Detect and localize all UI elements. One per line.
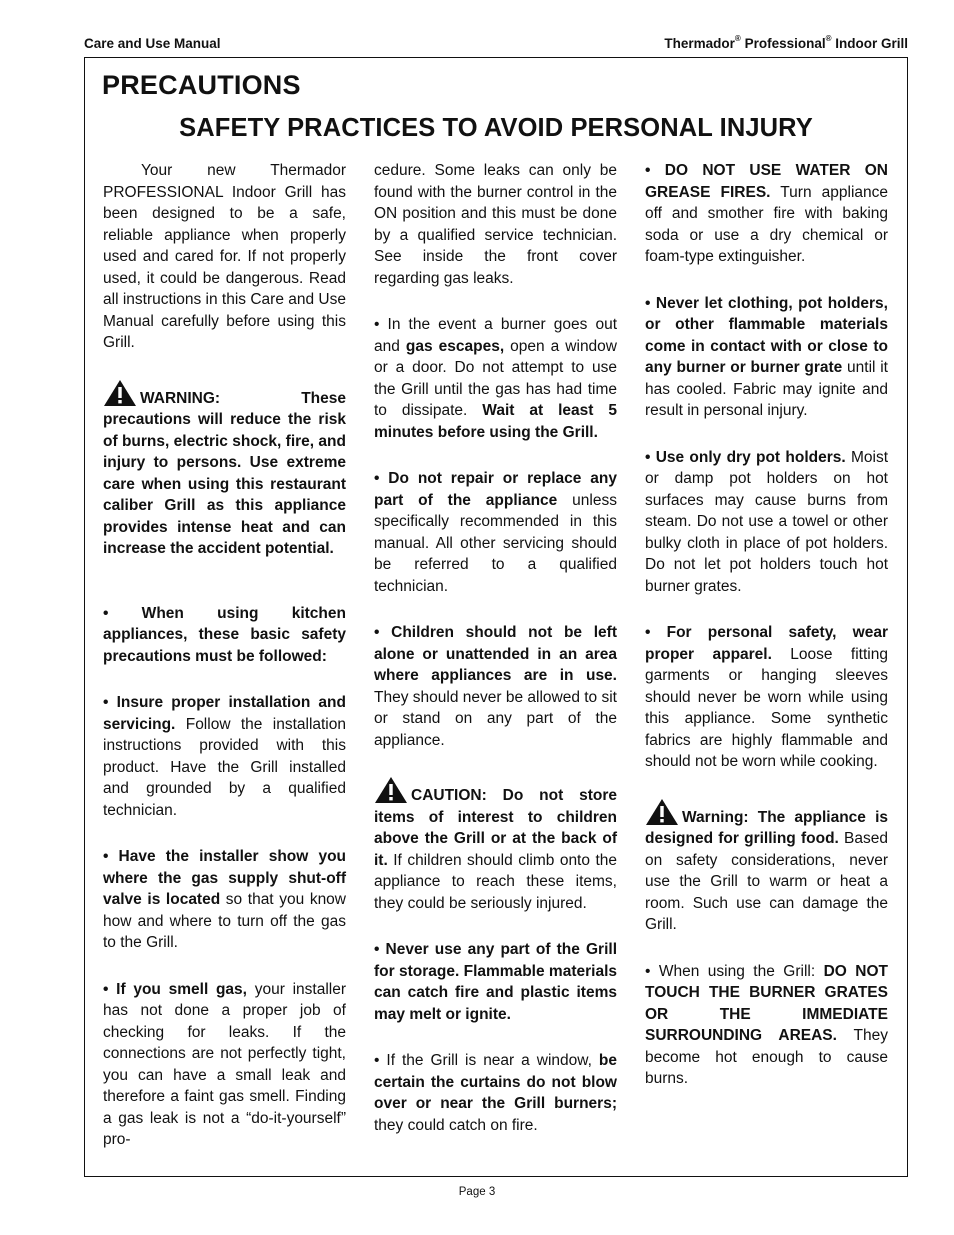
burner-grates-paragraph: • When using the Grill: DO NOT TOUCH THE BURNER GRATES OR THE IMMEDIATE SURROUNDING AREAS. They become hot enough to cause burns. (645, 962, 889, 1087)
header-product-name (664, 36, 908, 51)
section-subtitle: SAFETY PRACTICES TO AVOID PERSONAL INJURY (179, 114, 813, 142)
header-product-type: Indoor Grill (831, 36, 908, 51)
registered-mark: ® (825, 34, 832, 43)
warning-triangle-icon (645, 798, 679, 826)
warning-paragraph (103, 379, 346, 560)
smell-gas-paragraph: • If you smell gas, your installer has not done a proper job of checking for leaks. If the connections are not perfectly tight, you can have a small leak and therefore a faint gas smell. Finding a gas leak is not a “do-it-yourself” pro- (103, 980, 346, 1148)
warning-text: WARNING: These precautions will reduce the risk of burns, electric shock, fire, and injury to persons. Use extreme care when using this restaurant caliber Grill as this appliance provides intense heat and can increase the accident potential. (103, 389, 346, 557)
apparel-paragraph: • For personal safety, wear proper apparel. Loose fitting garments or hanging sleeves should never be worn while using this appliance. Some synthetic fabrics are highly flammable and should not be worn while cooking. (645, 624, 888, 770)
repair-paragraph: • Do not repair or replace any part of the appliance unless specifically recommended in this manual. All other servicing should be referred to a qualified technician. (374, 470, 617, 595)
gas-escape-paragraph: • In the event a burner goes out and gas escapes, open a window or a door. Do not attempt to use the Grill until the gas has had time to dissipate. Wait at least 5 minutes before using the Grill. (374, 316, 617, 441)
intro-paragraph: Your new Thermador PROFESSIONAL Indoor Grill has been designed to be a safe, reliable appliance when properly used and cared for. If not properly used, it could be dangerous. Read all instructions in this Care and Use Manual carefully before using this Grill. (103, 162, 346, 351)
installation-paragraph: • Insure proper installation and servicing. Follow the installation instructions provided with this product. Have the Grill installed and grounded by a qualified technician. (103, 694, 346, 819)
kitchen-precautions-paragraph: • When using kitchen appliances, these basic safety precautions must be followed: (103, 604, 346, 665)
grease-fire-paragraph: • DO NOT USE WATER ON GREASE FIRES. Turn appliance off and smother fire with baking soda or use a dry chemical or foam-type extinguisher. (645, 162, 888, 265)
page-title: PRECAUTIONS (102, 70, 301, 100)
header-product-line: Professional (740, 36, 826, 51)
shutoff-valve-paragraph: • Have the installer show you where the gas supply shut-off valve is located so that you know how and where to turn off the gas to the Grill. (103, 848, 346, 951)
header-brand: Thermador (664, 36, 735, 51)
column-2 (374, 160, 617, 1161)
registered-mark: ® (734, 34, 741, 43)
warning-triangle-icon (374, 776, 408, 804)
caution-paragraph: CAUTION: Do not store items of interest to children above the Grill or at the back of it. If children should climb onto the appliance to reach these items, they could be seriously injured. (374, 776, 617, 914)
warning-triangle-icon (103, 379, 137, 407)
storage-paragraph: • Never use any part of the Grill for storage. Flammable materials can catch fire and plastic items may melt or ignite. (374, 941, 617, 1023)
children-paragraph: • Children should not be left alone or unattended in an area where appliances are in use. They should never be allowed to sit or stand on any part of the appliance. (374, 624, 617, 749)
column-1 (103, 160, 346, 1176)
clothing-paragraph: • Never let clothing, pot holders, or other flammable materials come in contact with or close to any burner or burner grate until it has cooled. Fabric may ignite and result in personal injury. (645, 294, 888, 419)
page-number: Page 3 (458, 1186, 496, 1198)
gas-leak-continuation: cedure. Some leaks can only be found with the burner control in the ON position and this must be done by a qualified service technician. See inside the front cover regarding gas leaks. (374, 162, 617, 287)
pot-holders-paragraph: • Use only dry pot holders. Moist or damp pot holders on hot surfaces may cause burns from steam. Do not use a towel or other bulky cloth in place of pot holders. Do not let pot holders touch hot burner grates. (645, 448, 889, 595)
page-header (84, 36, 908, 54)
column-3 (645, 160, 888, 1115)
header-manual-title: Care and Use Manual (84, 36, 221, 51)
window-paragraph: • If the Grill is near a window, be certain the curtains do not blow over or near the Grill burners; they could catch on fire. (374, 1052, 617, 1134)
warning-grilling-paragraph: Warning: The appliance is designed for grilling food. Based on safety considerations, never use the Grill to warm or heat a room. Such use can damage the Grill. (645, 798, 888, 936)
